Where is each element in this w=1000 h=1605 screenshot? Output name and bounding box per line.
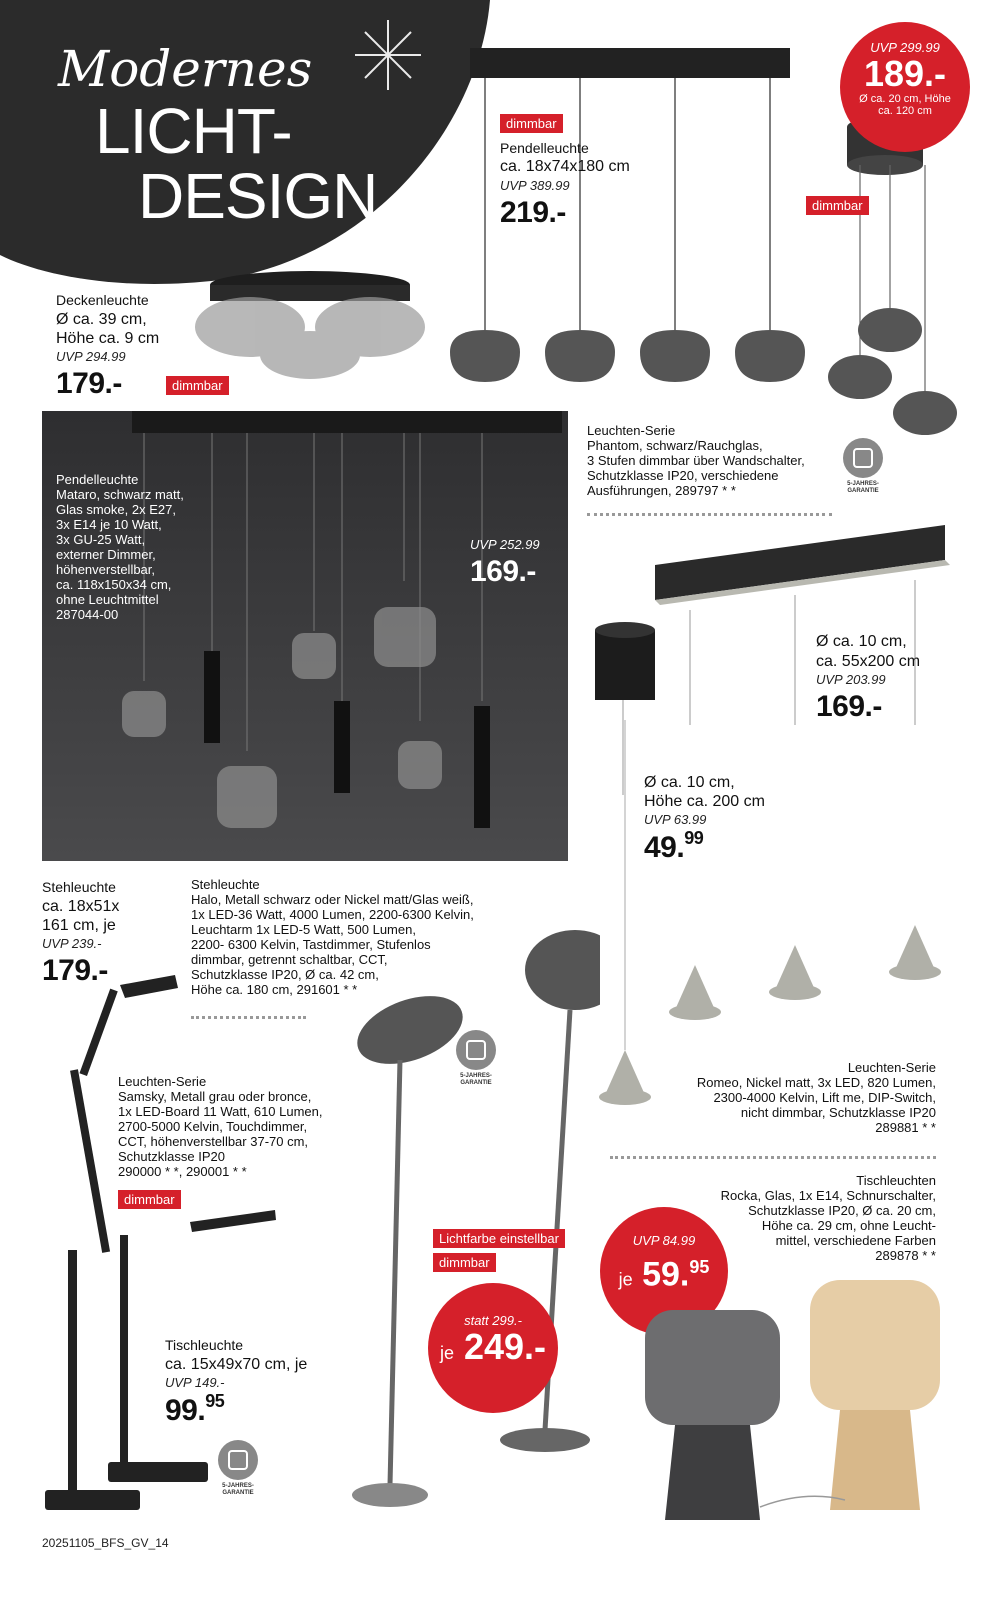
mataro-line: höhenverstellbar, bbox=[56, 562, 156, 577]
tisch-price bbox=[165, 1393, 224, 1428]
tisch-uvp: UVP 149.- bbox=[165, 1375, 225, 1390]
pendel-top-size: ca. 18x74x180 cm bbox=[500, 158, 630, 175]
steh1-name: Stehleuchte bbox=[42, 879, 116, 895]
phantom-single-price-main: 49. bbox=[644, 831, 685, 864]
steh1-price: 179.- bbox=[42, 954, 108, 987]
round-pendel-size1: Ø ca. 20 cm, Höhe bbox=[859, 93, 951, 105]
mataro-line: ohne Leuchtmittel bbox=[56, 592, 159, 607]
steh2-line: 2200- 6300 Kelvin, Tastdimmer, Stufenlos bbox=[191, 937, 431, 952]
phantom-line: Schutzklasse IP20, verschiedene bbox=[587, 468, 779, 483]
steh2-lichtfarbe-tag: Lichtfarbe einstellbar bbox=[433, 1229, 565, 1248]
header-title-line1: LICHT- bbox=[95, 95, 292, 167]
phantom-bar-size2: ca. 55x200 cm bbox=[816, 653, 921, 670]
samsky-dimmbar-tag: dimmbar bbox=[118, 1190, 181, 1209]
phantom-bar-size1: Ø ca. 10 cm, bbox=[816, 633, 907, 650]
guarantee-line1: 5-JAHRES- bbox=[847, 481, 879, 487]
rocka-line: Höhe ca. 29 cm, ohne Leucht- bbox=[761, 1218, 936, 1233]
mataro-line: Glas smoke, 2x E27, bbox=[56, 502, 176, 517]
mataro-line: 3x E14 je 10 Watt, bbox=[56, 517, 162, 532]
pendel-top-dimmbar-tag: dimmbar bbox=[500, 114, 563, 133]
rocka-line: 289878 * * bbox=[875, 1248, 936, 1263]
steh2-line: Stehleuchte bbox=[191, 877, 260, 892]
steh2-price-circle bbox=[428, 1283, 558, 1413]
phantom-single-size2: Höhe ca. 200 cm bbox=[644, 793, 765, 810]
guarantee-badge bbox=[207, 1440, 269, 1497]
decke-name: Deckenleuchte bbox=[56, 292, 149, 308]
guarantee-badge bbox=[832, 438, 894, 495]
guarantee-line2: GARANTIE bbox=[847, 488, 879, 494]
rocka-line: Tischleuchten bbox=[856, 1173, 936, 1188]
rocka-je: je bbox=[618, 1269, 633, 1290]
phantom-line: Ausführungen, 289797 * * bbox=[587, 483, 736, 498]
phantom-description bbox=[587, 423, 805, 498]
mataro-line: 287044-00 bbox=[56, 607, 119, 622]
footer-code: 20251105_BFS_GV_14 bbox=[42, 1536, 169, 1550]
steh2-line: Höhe ca. 180 cm, 291601 * * bbox=[191, 982, 358, 997]
steh2-dimmbar-tag: dimmbar bbox=[433, 1253, 496, 1272]
phantom-line: Leuchten-Serie bbox=[587, 423, 676, 438]
guarantee-icon bbox=[843, 438, 883, 478]
mataro-line: externer Dimmer, bbox=[56, 547, 156, 562]
tisch-size: ca. 15x49x70 cm, je bbox=[165, 1356, 308, 1373]
mataro-price: 169.- bbox=[470, 555, 536, 588]
round-pendel-price-circle bbox=[840, 22, 970, 152]
mataro-description bbox=[56, 472, 184, 622]
phantom-bar-uvp: UVP 203.99 bbox=[816, 672, 886, 687]
rocka-uvp: UVP 84.99 bbox=[632, 1233, 696, 1248]
romeo-line: 289881 * * bbox=[875, 1120, 936, 1135]
steh2-statt: statt 299.- bbox=[464, 1313, 522, 1328]
deckenleuchte-image bbox=[190, 265, 440, 385]
mataro-line: Mataro, schwarz matt, bbox=[56, 487, 184, 502]
header-script-title: Modernes bbox=[58, 40, 313, 98]
phantom-line: Phantom, schwarz/Rauchglas, bbox=[587, 438, 763, 453]
phantom-bar-price: 169.- bbox=[816, 690, 882, 723]
steh2-line: dimmbar, getrennt schaltbar, CCT, bbox=[191, 952, 388, 967]
samsky-line: CCT, höhenverstellbar 37-70 cm, bbox=[118, 1134, 309, 1149]
steh2-line: Halo, Metall schwarz oder Nickel matt/Glas weiß, bbox=[191, 892, 474, 907]
samsky-line: Leuchten-Serie bbox=[118, 1074, 207, 1089]
mataro-uvp: UVP 252.99 bbox=[470, 537, 540, 552]
round-pendel-dimmbar-tag: dimmbar bbox=[806, 196, 869, 215]
samsky-line: Samsky, Metall grau oder bronce, bbox=[118, 1089, 312, 1104]
decke-size2: Höhe ca. 9 cm bbox=[56, 330, 160, 347]
guarantee-line1: 5-JAHRES- bbox=[460, 1073, 492, 1079]
phantom-single-price-cents: 99 bbox=[684, 828, 704, 848]
samsky-line: 1x LED-Board 11 Watt, 610 Lumen, bbox=[118, 1104, 323, 1119]
guarantee-line1: 5-JAHRES- bbox=[222, 1483, 254, 1489]
pendel-top-uvp: UVP 389.99 bbox=[500, 178, 570, 193]
guarantee-line2: GARANTIE bbox=[222, 1490, 254, 1496]
steh2-line: Leuchtarm 1x LED-5 Watt, 500 Lumen, bbox=[191, 922, 416, 937]
romeo-description bbox=[640, 1060, 936, 1135]
round-pendel-image bbox=[815, 105, 965, 440]
round-pendel-size2: ca. 120 cm bbox=[878, 105, 932, 117]
steh2-line: Schutzklasse IP20, Ø ca. 42 cm, bbox=[191, 967, 379, 982]
samsky-line: 290000 * *, 290001 * * bbox=[118, 1164, 247, 1179]
decke-price: 179.- bbox=[56, 367, 122, 400]
rocka-line: mittel, verschiedene Farben bbox=[775, 1233, 936, 1248]
guarantee-line2: GARANTIE bbox=[460, 1080, 492, 1086]
romeo-line: Leuchten-Serie bbox=[847, 1060, 936, 1075]
steh1-size2: 161 cm, je bbox=[42, 917, 116, 934]
tisch-price-cents: 95 bbox=[205, 1391, 225, 1411]
pendel-top-image bbox=[440, 40, 810, 400]
mataro-line: 3x GU-25 Watt, bbox=[56, 532, 146, 547]
rocka-line: Rocka, Glas, 1x E14, Schnurschalter, bbox=[720, 1188, 936, 1203]
romeo-line: Romeo, Nickel matt, 3x LED, 820 Lumen, bbox=[696, 1075, 936, 1090]
decke-dimmbar-tag: dimmbar bbox=[166, 376, 229, 395]
steh1-uvp: UVP 239.- bbox=[42, 936, 102, 951]
guarantee-icon bbox=[218, 1440, 258, 1480]
tisch-name: Tischleuchte bbox=[165, 1337, 244, 1353]
samsky-line: Schutzklasse IP20 bbox=[118, 1149, 225, 1164]
phantom-single-uvp: UVP 63.99 bbox=[644, 812, 707, 827]
rocka-price-cents: 95 bbox=[689, 1257, 710, 1277]
phantom-line: 3 Stufen dimmbar über Wandschalter, bbox=[587, 453, 805, 468]
decke-uvp: UVP 294.99 bbox=[56, 349, 126, 364]
decke-size1: Ø ca. 39 cm, bbox=[56, 311, 147, 328]
romeo-line: nicht dimmbar, Schutzklasse IP20 bbox=[740, 1105, 936, 1120]
romeo-lamps-image bbox=[585, 720, 955, 1115]
steh2-price-row bbox=[428, 1328, 558, 1372]
samsky-description bbox=[118, 1074, 323, 1179]
samsky-line: 2700-5000 Kelvin, Touchdimmer, bbox=[118, 1119, 308, 1134]
rocka-lamps-image bbox=[635, 1275, 955, 1530]
romeo-line: 2300-4000 Kelvin, Lift me, DIP-Switch, bbox=[713, 1090, 936, 1105]
header-title-line2: DESIGN bbox=[138, 160, 378, 232]
phantom-single-size1: Ø ca. 10 cm, bbox=[644, 774, 735, 791]
steh2-line: 1x LED-36 Watt, 4000 Lumen, 2200-6300 Kelvin, bbox=[191, 907, 474, 922]
rocka-price-main: 59. bbox=[642, 1255, 690, 1294]
steh1-size1: ca. 18x51x bbox=[42, 898, 120, 915]
steh2-je: je bbox=[439, 1343, 454, 1363]
steh2-price: 249.- bbox=[463, 1326, 547, 1367]
round-pendel-uvp: UVP 299.99 bbox=[870, 40, 940, 55]
tisch-price-main: 99. bbox=[165, 1394, 206, 1427]
round-pendel-price: 189.- bbox=[863, 53, 947, 94]
mataro-line: Pendelleuchte bbox=[56, 472, 139, 487]
rocka-line: Schutzklasse IP20, Ø ca. 20 cm, bbox=[748, 1203, 936, 1218]
mataro-line: ca. 118x150x34 cm, bbox=[56, 577, 172, 592]
divider-dots bbox=[610, 1156, 936, 1159]
pendel-top-price: 219.- bbox=[500, 196, 566, 229]
pendel-top-name: Pendelleuchte bbox=[500, 140, 589, 156]
